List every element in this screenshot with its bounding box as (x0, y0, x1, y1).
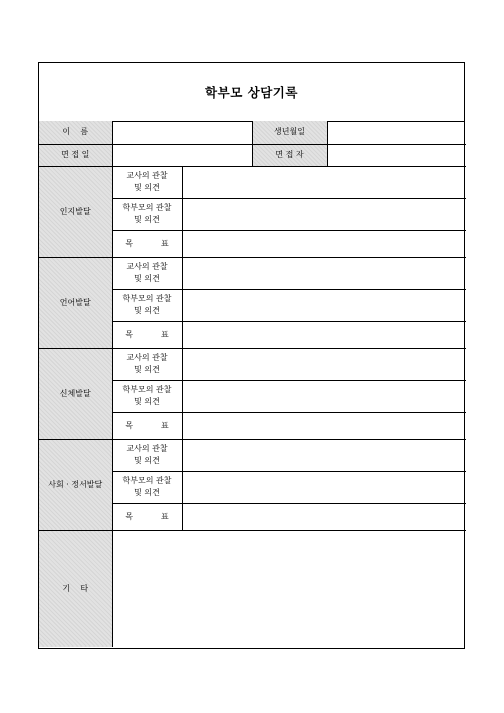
consultation-form (38, 62, 465, 649)
parent-observation-label: 학부모의 관찰 및 의견 (112, 380, 182, 412)
section-label-language: 언어발달 (39, 257, 112, 348)
form-grid (39, 121, 466, 647)
section-cognitive-teacher-row (39, 166, 466, 198)
teacher-observation-cell[interactable] (182, 439, 466, 471)
teacher-observation-label: 교사의 관찰 및 의견 (112, 257, 182, 289)
interviewer-label: 면 접 자 (252, 144, 327, 166)
parent-observation-label: 학부모의 관찰 및 의견 (112, 289, 182, 321)
parent-observation-cell[interactable] (182, 471, 466, 503)
goal-label: 목 표 (112, 230, 182, 257)
section-physical-teacher-row (39, 348, 466, 380)
parent-observation-cell[interactable] (182, 289, 466, 321)
teacher-observation-label: 교사의 관찰 및 의견 (112, 439, 182, 471)
date-label: 면 접 일 (39, 144, 112, 166)
teacher-observation-cell[interactable] (182, 348, 466, 380)
section-label-social-emotional: 사회 · 정서발달 (39, 439, 112, 530)
parent-observation-label: 학부모의 관찰 및 의견 (112, 471, 182, 503)
birth-label: 생년월일 (252, 121, 327, 144)
goal-cell[interactable] (182, 230, 466, 257)
teacher-observation-cell[interactable] (182, 257, 466, 289)
goal-cell[interactable] (182, 321, 466, 348)
section-label-physical: 신체발달 (39, 348, 112, 439)
name-label: 이 름 (39, 121, 112, 144)
date-row (39, 144, 466, 166)
goal-label: 목 표 (112, 503, 182, 530)
teacher-observation-label: 교사의 관찰 및 의견 (112, 348, 182, 380)
interviewer-value-cell[interactable] (327, 144, 466, 166)
etc-row (39, 530, 466, 647)
name-row (39, 121, 466, 144)
form-title: 학부모 상담기록 (205, 85, 298, 100)
date-value-cell[interactable] (112, 144, 252, 166)
goal-label: 목 표 (112, 321, 182, 348)
name-value-cell[interactable] (112, 121, 252, 144)
etc-cell[interactable] (112, 530, 466, 647)
goal-label: 목 표 (112, 412, 182, 439)
section-social-teacher-row (39, 439, 466, 471)
parent-observation-cell[interactable] (182, 198, 466, 230)
teacher-observation-cell[interactable] (182, 166, 466, 198)
section-language-teacher-row (39, 257, 466, 289)
teacher-observation-label: 교사의 관찰 및 의견 (112, 166, 182, 198)
section-label-cognitive: 인지발달 (39, 166, 112, 257)
parent-observation-cell[interactable] (182, 380, 466, 412)
parent-observation-label: 학부모의 관찰 및 의견 (112, 198, 182, 230)
birth-value-cell[interactable] (327, 121, 466, 144)
goal-cell[interactable] (182, 503, 466, 530)
goal-cell[interactable] (182, 412, 466, 439)
etc-label: 기 타 (39, 530, 112, 647)
title-row (39, 63, 464, 122)
